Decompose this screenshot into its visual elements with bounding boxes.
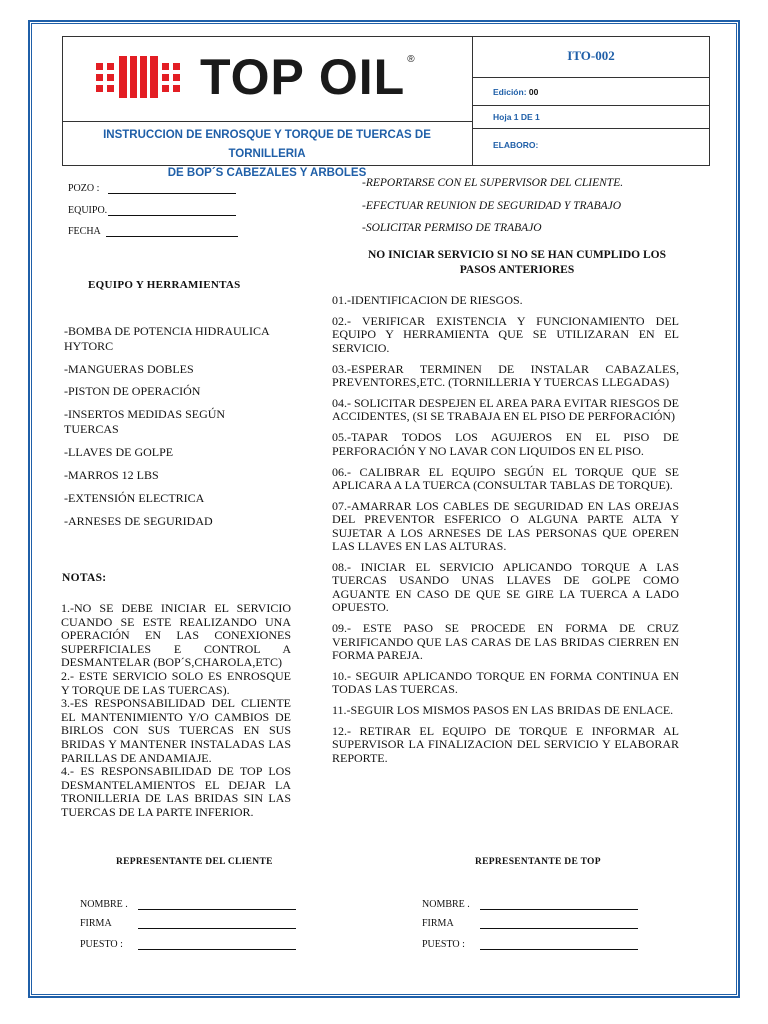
client-position-field <box>80 939 296 950</box>
client-name-field <box>80 899 296 910</box>
client-signature-line <box>138 927 296 929</box>
pre-step: -REPORTARSE CON EL SUPERVISOR DEL CLIENTE. <box>362 177 624 189</box>
registered-mark: ® <box>407 53 415 65</box>
pozo-field <box>68 183 236 194</box>
edition-value: 00 <box>528 87 539 97</box>
pre-step: -EFECTUAR REUNION DE SEGURIDAD Y TRABAJO <box>362 200 622 212</box>
note-item: 4.- ES RESPONSABILIDAD DE TOP LOS DESMANTELAMIENTOS EL DEJAR LA TRONILLERIA DE LAS BRIDAS SIN LAS TUERCAS DE LA PARTE INFERIOR. <box>61 764 291 819</box>
equipment-item: -EXTENSIÓN ELECTRICA <box>64 491 205 505</box>
notes-list <box>61 602 291 820</box>
logo-wordmark: TOP OIL <box>200 49 406 105</box>
header-divider <box>62 121 473 122</box>
header-divider <box>472 128 710 129</box>
pozo-label: POZO : <box>68 183 100 194</box>
edition-cell <box>493 87 538 97</box>
client-position-label: PUESTO : <box>80 939 123 950</box>
procedure-step: 07.-AMARRAR LOS CABLES DE SEGURIDAD EN LAS OREJAS DEL PREVENTOR ESFERICO O ALGUNA PARTE ALTA Y SUJETAR A LOS ARNESES DE LAS PERSONAS QUE OPEREN LAS LLAVES EN LAS ALTURAS. <box>332 498 679 554</box>
equipment-item: -BOMBA DE POTENCIA HIDRAULICA HYTORC <box>64 324 270 353</box>
notes-heading: NOTAS: <box>62 572 107 584</box>
warning-text: NO INICIAR SERVICIO SI NO SE HAN CUMPLIDO LOS PASOS ANTERIORES <box>367 249 666 276</box>
fecha-field <box>68 226 238 237</box>
client-name-line <box>138 908 296 910</box>
client-signature-field <box>80 918 296 929</box>
top-signature-line <box>480 927 638 929</box>
procedure-steps <box>332 294 679 773</box>
procedure-step: 01.-IDENTIFICACION DE RIESGOS. <box>332 293 523 307</box>
equipo-label: EQUIPO. <box>68 205 108 216</box>
document-title-line-2: DE BOP´S CABEZALES Y ARBOLES <box>167 167 367 179</box>
note-item: 3.-ES RESPONSABILIDAD DEL CLIENTE EL MANTENIMIENTO Y/O CAMBIOS DE BIRLOS CON SUS TUERCAS EN SUS BRIDAS Y MANTENER INSTALADAS LAS PARILLAS DE ANDAMIAJE. <box>61 696 291 765</box>
equipment-heading: EQUIPO Y HERRAMIENTAS <box>88 279 241 291</box>
equipment-item: -ARNESES DE SEGURIDAD <box>64 514 213 528</box>
procedure-step: 06.- CALIBRAR EL EQUIPO SEGÚN EL TORQUE QUE SE APLICARA A LA TUERCA (CONSULTAR TABLAS DE TORQUE). <box>332 464 679 492</box>
document-code: ITO-002 <box>567 48 615 63</box>
top-oil-emblem-icon <box>96 54 192 100</box>
document-title-line-1: INSTRUCCION DE ENROSQUE Y TORQUE DE TUERCAS DE TORNILLERIA <box>103 129 431 160</box>
top-position-label: PUESTO : <box>422 939 465 950</box>
client-representative-heading: REPRESENTANTE DEL CLIENTE <box>116 857 273 867</box>
equipment-item: -MANGUERAS DOBLES <box>64 362 194 376</box>
top-name-label: NOMBRE . <box>422 899 470 910</box>
document-title <box>64 126 470 183</box>
client-signature-label: FIRMA <box>80 918 112 929</box>
top-signature-field <box>422 918 638 929</box>
header-divider <box>472 77 710 78</box>
pre-step: -SOLICITAR PERMISO DE TRABAJO <box>362 222 542 234</box>
procedure-step: 04.- SOLICITAR DESPEJEN EL AREA PARA EVITAR RIESGOS DE ACCIDENTES, (SI SE TRABAJA EN EL PISO DE PERFORACIÓN) <box>332 395 679 424</box>
procedure-step: 08.- INICIAR EL SERVICIO APLICANDO TORQUE A LAS TUERCAS USANDO UNAS LLAVES DE GOLPE COMO AGUANTE EN CASO DE QUE SE GIRE LA TUERCA A LADO OPUESTO. <box>332 560 679 615</box>
top-name-field <box>422 899 638 910</box>
note-item: 2.- ESTE SERVICIO SOLO ES ENROSQUE Y TORQUE DE LAS TUERCAS). <box>61 668 291 697</box>
top-representative-heading: REPRESENTANTE DE TOP <box>475 857 601 867</box>
prepared-by-label: ELABORO: <box>493 140 539 150</box>
procedure-step: 10.- SEGUIR APLICANDO TORQUE EN FORMA CONTINUA EN TODAS LAS TUERCAS. <box>332 668 679 697</box>
top-signature-label: FIRMA <box>422 918 454 929</box>
equipo-line <box>108 214 236 216</box>
header-divider <box>472 105 710 106</box>
note-item: 1.-NO SE DEBE INICIAR EL SERVICIO CUANDO SE ESTE REALIZANDO UNA OPERACIÓN EN LAS CONEXIONES SUPERFICIALES E CONTROL A DESMANTELAR (BOP´S,CHAROLA,ETC) <box>61 601 291 670</box>
edition-label: Edición: <box>493 87 527 97</box>
company-logo <box>96 50 415 104</box>
procedure-step: 11.-SEGUIR LOS MISMOS PASOS EN LAS BRIDAS DE ENLACE. <box>332 703 674 718</box>
fecha-label: FECHA <box>68 226 101 237</box>
equipment-item: -MARROS 12 LBS <box>64 468 159 482</box>
procedure-step: 09.- ESTE PASO SE PROCEDE EN FORMA DE CRUZ VERIFICANDO QUE LAS CARAS DE LAS BRIDAS CIERREN EN FORMA PAREJA. <box>332 621 679 662</box>
equipment-item: -INSERTOS MEDIDAS SEGÚN TUERCAS <box>64 407 226 436</box>
equipment-item: -PISTON DE OPERACIÓN <box>64 384 201 398</box>
fecha-line <box>106 235 238 237</box>
procedure-step: 02.- VERIFICAR EXISTENCIA Y FUNCIONAMIENTO DEL EQUIPO Y HERRAMIENTA QUE SE UTILIZARAN EN EL SERVICIO. <box>332 313 679 355</box>
top-position-line <box>480 948 638 950</box>
page-count: Hoja 1 DE 1 <box>493 112 540 122</box>
procedure-step: 05.-TAPAR TODOS LOS AGUJEROS EN EL PISO DE PERFORACIÓN Y NO LAVAR CON LIQUIDOS EN EL PISO. <box>332 430 679 458</box>
client-position-line <box>138 948 296 950</box>
pozo-line <box>108 192 236 194</box>
equipo-field <box>68 205 236 216</box>
procedure-step: 12.- RETIRAR EL EQUIPO DE TORQUE E INFORMAR AL SUPERVISOR LA FINALIZACION DEL SERVICIO Y ELABORAR REPORTE. <box>332 724 679 765</box>
client-name-label: NOMBRE . <box>80 899 128 910</box>
procedure-step: 03.-ESPERAR TERMINEN DE INSTALAR CABAZALES, PREVENTORES,ETC. (TORNILLERIA Y TUERCAS LLEGADAS) <box>332 361 679 390</box>
top-name-line <box>480 908 638 910</box>
top-position-field <box>422 939 638 950</box>
equipment-item: -LLAVES DE GOLPE <box>64 445 174 459</box>
